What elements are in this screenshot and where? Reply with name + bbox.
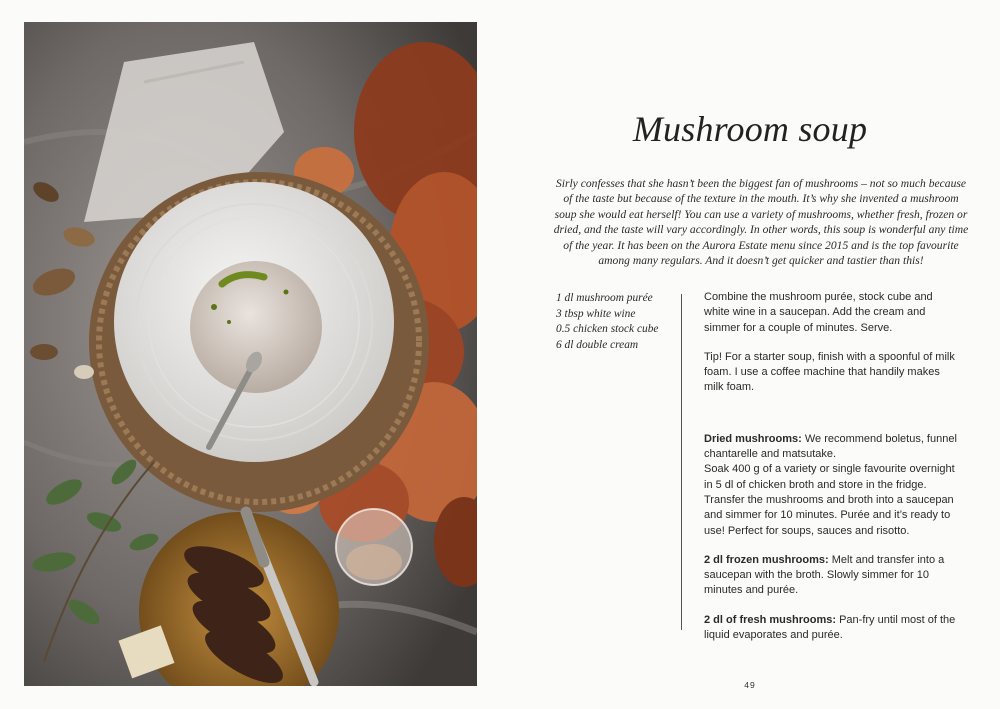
fresh-mushrooms-label: 2 dl of fresh mushrooms: (704, 613, 837, 626)
frozen-mushrooms-note (704, 553, 959, 599)
page-number: 49 (744, 680, 756, 690)
fresh-mushrooms-note (704, 613, 959, 644)
ingredient-item: 1 dl mushroom purée (556, 292, 653, 304)
method-column (704, 290, 959, 657)
fresh-mushrooms-text: Pan-fry until most of the liquid evaporates and purée. (704, 613, 956, 642)
recipe-intro: Sirly confesses that she hasn’t been the biggest fan of mushrooms – not so much because of the taste but because of the texture in the mouth. It’s why she invented a mushroom soup she would eat herself! You can use a variety of mushrooms, whether fresh, frozen or dried, and the taste will vary accordingly. In other words, this soup is wonderful any time of the year. It has been on the Aurora Estate menu since 2015 and is the top favourite among many regulars. And it doesn’t get quicker and tastier than this! (553, 177, 969, 268)
dried-mushrooms-instructions: Soak 400 g of a variety or single favourite overnight in 5 dl of chicken broth and store in the fridge. Transfer the mushrooms and broth into a saucepan and simmer for 10 minutes. Purée and it’s ready to use! Perfect for soups, sauces and risotto. (704, 463, 955, 537)
frozen-mushrooms-text: Melt and transfer into a saucepan with the broth. Slowly simmer for 10 minutes and purée. (704, 553, 945, 597)
recipe-title: Mushroom soup (632, 109, 868, 149)
dried-mushrooms-label: Dried mushrooms: (704, 432, 802, 445)
recipe-page (500, 0, 1000, 709)
frozen-mushrooms-label: 2 dl frozen mushrooms: (704, 553, 829, 566)
ingredient-item: 0.5 chicken stock cube (556, 323, 659, 335)
spacer (704, 410, 959, 432)
method-tip: Tip! For a starter soup, finish with a spoonful of milk foam. I use a coffee machine that handily makes milk foam. (704, 350, 955, 394)
mushroom-soup-photo-illustration (24, 22, 477, 686)
ingredient-list (556, 291, 674, 353)
ingredient-item: 6 dl double cream (556, 338, 639, 351)
dried-mushrooms-note (704, 432, 959, 539)
dried-mushrooms-text: We recommend boletus, funnel chantarelle and matsutake. (704, 432, 957, 461)
method-step: Combine the mushroom purée, stock cube and white wine in a saucepan. Add the cream and simmer for a couple of minutes. Serve. (704, 291, 933, 334)
food-photo (24, 22, 477, 686)
ingredient-item: 3 tbsp white wine (556, 307, 636, 320)
column-divider (681, 294, 682, 630)
